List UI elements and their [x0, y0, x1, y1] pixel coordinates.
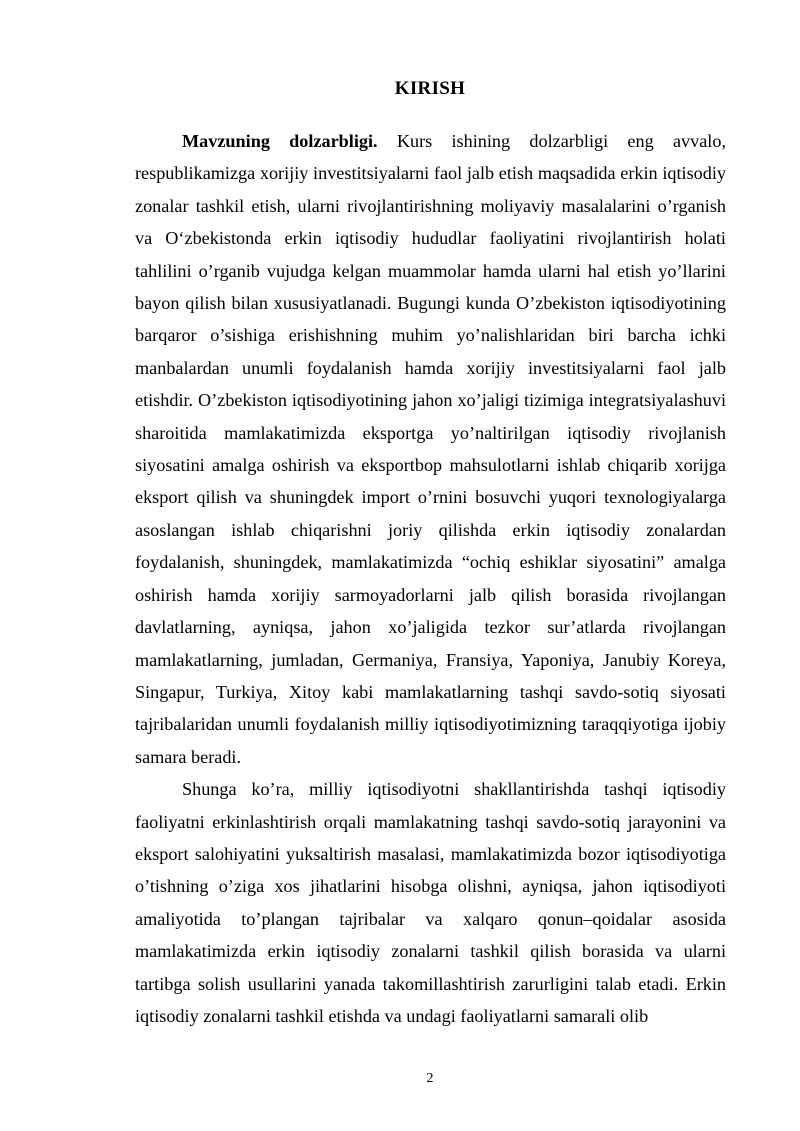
paragraph-relevance	[135, 125, 726, 773]
page-title: KIRISH	[394, 78, 466, 99]
page-number: 2	[426, 1071, 434, 1086]
paragraph-second	[135, 773, 726, 1032]
paragraph-text: Shunga ko’ra, milliy iqtisodiyotni shakllantirishda tashqi iqtisodiy faoliyatni erkinlashtirish orqali mamlakatning tashqi savdo-sotiq jarayonini va eksport salohiyatini yuksaltirish masalasi, mamlakatimizda bozor iqtisodiyotiga o’tishning o’ziga xos jihatlarini hisobga olishni, ayniqsa, jahon iqtisodiyoti amaliyotida to’plangan tajribalar va xalqaro qonun–qoidalar asosida mamlakatimizda erkin iqtisodiy zonalarni tashkil qilish borasida va ularni tartibga solish usullarini yanada takomillashtirish zarurligini talab etadi. Erkin iqtisodiy zonalarni tashkil etishda va undagi faoliyatlarni samarali olib	[135, 779, 726, 1026]
paragraph-lead: Mavzuning dolzarbligi.	[182, 131, 378, 151]
paragraph-text: Kurs ishining dolzarbligi eng avvalo, respublikamizga xorijiy investitsiyalarni faol jalb etish maqsadida erkin iqtisodiy zonalar tashkil etish, ularni rivojlantirishning moliyaviy masalalarini o’rganish va O‘zbekistonda erkin iqtisodiy hududlar faoliyatini rivojlantirish holati tahlilini o’rganib vujudga kelgan muammolar hamda ularni hal etish yo’llarini bayon qilish bilan xususiyatlanadi. Bugungi kunda O’zbekiston iqtisodiyotining barqaror o’sishiga erishishning muhim yo’nalishlaridan biri barcha ichki manbalardan unumli foydalanish hamda xorijiy investitsiyalarni faol jalb etishdir. O’zbekiston iqtisodiyotining jahon xo’jaligi tizimiga integratsiyalashuvi sharoitida mamlakatimizda eksportga yo’naltirilgan iqtisodiy rivojlanish siyosatini amalga oshirish va eksportbop mahsulotlarni ishlab chiqarib xorijga eksport qilish va shuningdek import o’rnini bosuvchi yuqori texnologiyalarga asoslangan ishlab chiqarishni joriy qilishda erkin iqtisodiy zonalardan foydalanish, shuningdek, mamlakatimizda “ochiq eshiklar siyosatini” amalga oshirish hamda xorijiy sarmoyadorlarni jalb qilish borasida rivojlangan davlatlarning, ayniqsa, jahon xo’jaligida tezkor sur’atlarda rivojlangan mamlakatlarning, jumladan, Germaniya, Fransiya, Yaponiya, Janubiy Koreya, Singapur, Turkiya, Xitoy kabi mamlakatlarning tashqi savdo-sotiq siyosati tajribalaridan unumli foydalanish milliy iqtisodiyotimizning taraqqiyotiga ijobiy samara beradi.	[135, 131, 726, 767]
body-text	[135, 125, 726, 1032]
